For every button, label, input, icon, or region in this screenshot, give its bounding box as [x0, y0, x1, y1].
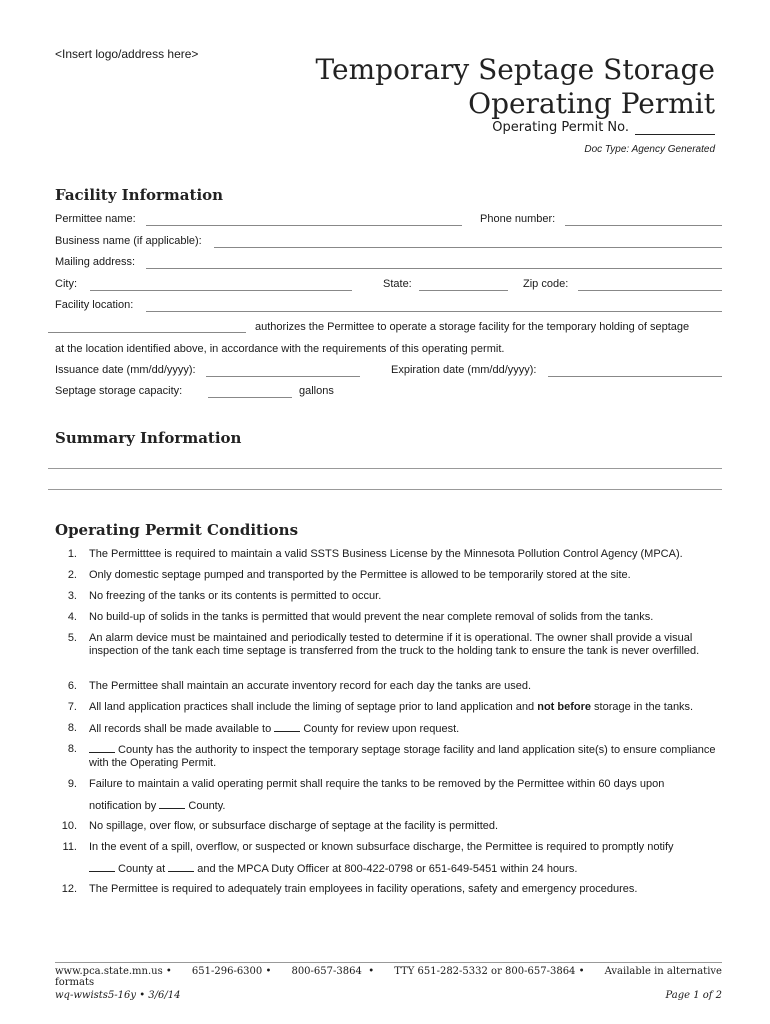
footer-page-number: Page 1 of 2	[665, 990, 722, 1001]
phone-number-label: Phone number:	[480, 213, 556, 225]
condition-10-cont: notification by County.	[89, 800, 226, 812]
footer-contact	[55, 962, 722, 977]
condition-number: 2.	[67, 569, 77, 581]
facility-location-field[interactable]	[146, 311, 722, 312]
condition-number: 6.	[67, 680, 77, 692]
authority-field[interactable]	[48, 332, 246, 333]
footer-website[interactable]: www.pca.state.mn.us •	[55, 966, 172, 977]
logo-placeholder: <Insert logo/address here>	[55, 47, 199, 61]
summary-heading: Summary Information	[55, 429, 242, 447]
city-label: City:	[55, 278, 77, 290]
capacity-field[interactable]	[208, 397, 292, 398]
condition-number: 3.	[67, 590, 77, 602]
title-line-1: Temporary Septage Storage	[315, 53, 715, 86]
condition-number: 9.	[67, 778, 77, 790]
zip-label: Zip code:	[523, 278, 569, 290]
condition-2: 2. Only domestic septage pumped and transported by the Permittee is allowed to be temporarily stored at the site.	[55, 569, 722, 582]
authorizes-text-2: at the location identified above, in accordance with the requirements of this operating permit.	[55, 343, 505, 355]
footer-alt-formats: Available in alternative	[604, 966, 722, 977]
county-blank[interactable]	[159, 799, 185, 809]
condition-4: 4. No build-up of solids in the tanks is permitted that would prevent the near complete removal of solids from the tanks.	[55, 611, 722, 624]
expiration-date-field[interactable]	[548, 376, 722, 377]
summary-line-1[interactable]	[48, 468, 722, 469]
state-field[interactable]	[419, 290, 508, 291]
zip-field[interactable]	[578, 290, 722, 291]
condition-1: 1. The Permitttee is required to maintain a valid SSTS Business License by the Minnesota Pollution Control Agency (MPCA).	[55, 548, 722, 561]
condition-10: 9. Failure to maintain a valid operating permit shall require the tanks to be removed by the Permittee within 60 days upon	[55, 778, 722, 791]
authorizes-text-1: authorizes the Permittee to operate a storage facility for the temporary holding of septage	[255, 321, 690, 333]
footer-phone-2: 800-657-3864 •	[291, 966, 375, 977]
condition-11: 10. No spillage, over flow, or subsurface discharge of septage at the facility is permitted.	[55, 820, 722, 833]
footer-tty: TTY 651-282-5332 or 800-657-3864 •	[394, 966, 585, 977]
issuance-date-field[interactable]	[206, 376, 360, 377]
county-blank[interactable]	[274, 722, 300, 732]
condition-number: 12.	[61, 883, 77, 895]
condition-number: 1.	[67, 548, 77, 560]
business-name-field[interactable]	[214, 247, 722, 248]
condition-5: 5. An alarm device must be maintained and periodically tested to determine if it is operational. The owner shall provide a visual inspection of the tank each time septage is transferred from the truck to the holding tank to ensure the tank is never overfilled.	[55, 632, 722, 658]
capacity-label: Septage storage capacity:	[55, 385, 183, 397]
issuance-date-label: Issuance date (mm/dd/yyyy):	[55, 364, 196, 376]
county-blank[interactable]	[89, 862, 115, 872]
expiration-date-label: Expiration date (mm/dd/yyyy):	[391, 364, 537, 376]
condition-number: 8.	[67, 743, 77, 755]
footer-meta	[55, 990, 722, 1001]
condition-3: 3. No freezing of the tanks or its contents is permitted to occur.	[55, 590, 722, 603]
condition-8: 8. All records shall be made available to County for review upon request.	[55, 722, 722, 736]
doc-type: Doc Type: Agency Generated	[584, 144, 715, 155]
state-label: State:	[383, 278, 412, 290]
condition-number: 4.	[67, 611, 77, 623]
footer-doc-id: wq-wwists5-16y • 3/6/14	[55, 990, 181, 1001]
permittee-name-field[interactable]	[146, 225, 462, 226]
facility-heading: Facility Information	[55, 186, 224, 204]
condition-number: 11.	[62, 841, 77, 853]
permit-number-label: Operating Permit No.	[492, 120, 629, 135]
mailing-address-label: Mailing address:	[55, 256, 136, 268]
mailing-address-field[interactable]	[146, 268, 722, 269]
phone-number-field[interactable]	[565, 225, 722, 226]
capacity-unit: gallons	[299, 385, 334, 397]
document-title	[316, 53, 715, 121]
facility-location-label: Facility location:	[55, 299, 134, 311]
business-name-label: Business name (if applicable):	[55, 235, 202, 247]
footer-phone-1: 651-296-6300 •	[191, 966, 272, 977]
condition-number: 8.	[67, 722, 77, 734]
permit-number-field[interactable]	[635, 121, 715, 135]
condition-12: 11. In the event of a spill, overflow, or suspected or known subsurface discharge, the Permittee is required to promptly notify	[55, 841, 722, 854]
county-blank[interactable]	[89, 743, 115, 753]
condition-number: 5.	[67, 632, 77, 644]
title-line-2: Operating Permit	[468, 87, 715, 120]
condition-number: 7.	[67, 701, 77, 713]
condition-12-cont: County at and the MPCA Duty Officer at 800-422-0798 or 651-649-5451 within 24 hours.	[55, 862, 722, 876]
condition-6: 6. The Permittee shall maintain an accurate inventory record for each day the tanks are used.	[55, 680, 722, 693]
permit-number	[492, 120, 715, 135]
condition-9: 8. County has the authority to inspect the temporary septage storage facility and land application site(s) to ensure compliance with the Operating Permit.	[55, 743, 722, 770]
footer-alt-formats-cont: formats	[55, 977, 95, 988]
city-field[interactable]	[90, 290, 352, 291]
condition-7: 7. All land application practices shall include the liming of septage prior to land application and not before storage in the tanks.	[55, 701, 722, 714]
permittee-name-label: Permittee name:	[55, 213, 136, 225]
phone-blank[interactable]	[168, 862, 194, 872]
summary-line-2[interactable]	[48, 489, 722, 490]
conditions-heading: Operating Permit Conditions	[55, 521, 299, 539]
condition-number: 10.	[61, 820, 77, 832]
condition-13: 12. The Permittee is required to adequately train employees in facility operations, safety and emergency procedures.	[55, 883, 722, 896]
